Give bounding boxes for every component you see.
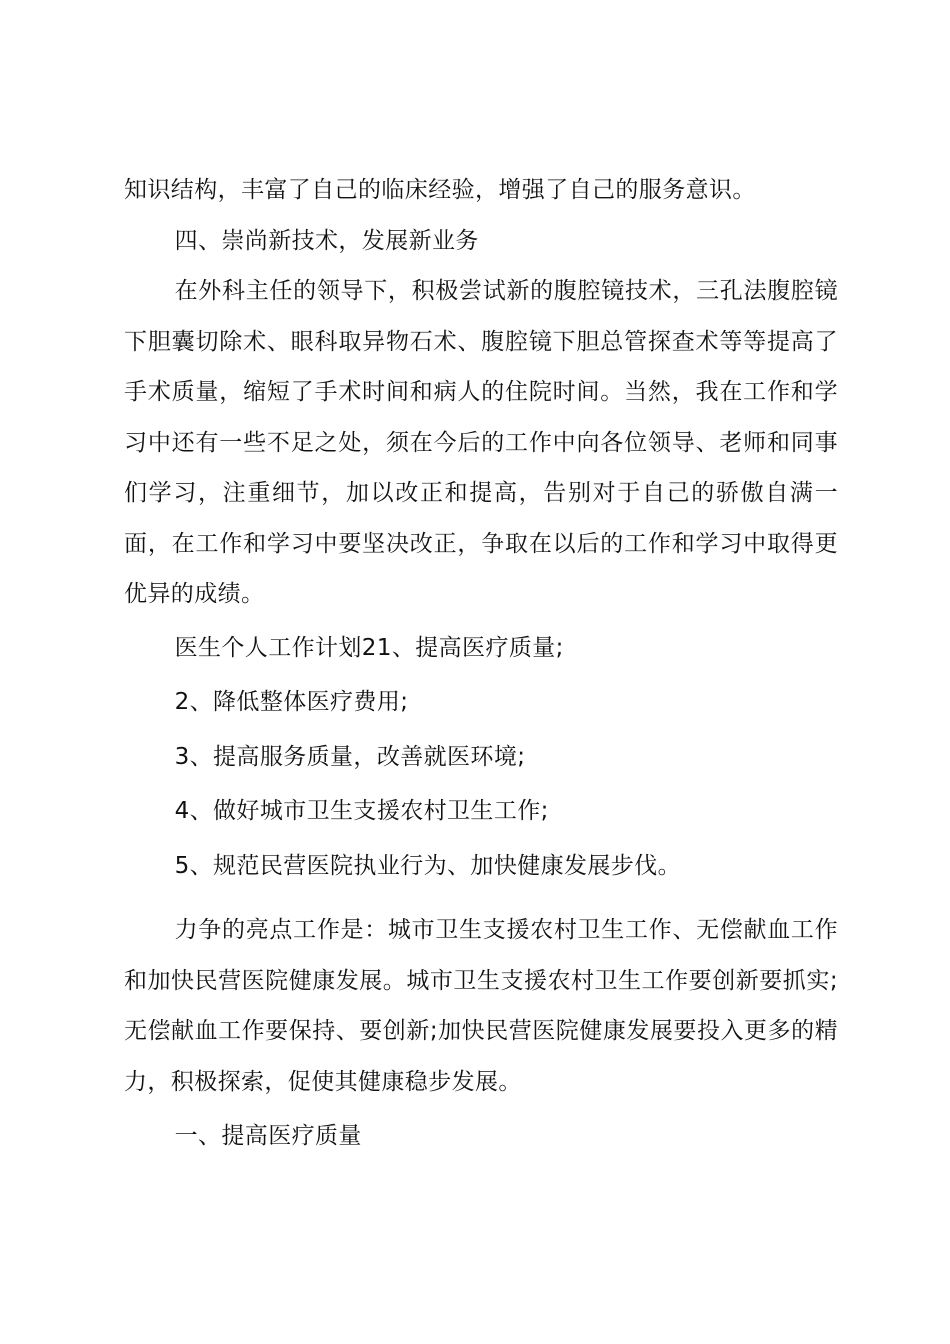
plan-item-5: 5、规范民营医院执业行为、加快健康发展步伐。 (174, 852, 682, 879)
paragraph-laparoscopy: 在外科主任的领导下，积极尝试新的腹腔镜技术，三孔法腹腔镜下胆囊切除术、眼科取异物石术、腹腔镜下胆总管探查术等等提高了手术质量，缩短了手术时间和病人的住院时间。当然，我在工作和学习中还有一些不足之处，须在今后的工作中向各位领导、老师和同事们学习，注重细节，加以改正和提高，告别对于自己的骄傲自满一面，在工作和学习中要坚决改正，争取在以后的工作和学习中取得更优异的成绩。 (124, 278, 838, 607)
paragraph-continuation: 知识结构，丰富了自己的临床经验，增强了自己的服务意识。 (124, 177, 756, 203)
section-heading-one: 一、提高医疗质量 (174, 1123, 362, 1149)
plan-item-3: 3、提高服务质量，改善就医环境; (174, 743, 526, 770)
paragraph-highlights: 力争的亮点工作是：城市卫生支援农村卫生工作、无偿献血工作和加快民营医院健康发展。城市卫生支援农村卫生工作要创新要抓实;无偿献血工作要保持、要创新;加快民营医院健康发展要投入更多的精力，积极探索，促使其健康稳步发展。 (124, 917, 838, 1095)
section-heading-four: 四、崇尚新技术，发展新业务 (174, 227, 479, 254)
plan-item-4: 4、做好城市卫生支援农村卫生工作; (174, 798, 549, 824)
document-body (124, 165, 838, 1162)
plan-item-2: 2、降低整体医疗费用; (174, 689, 409, 715)
plan-item-1: 医生个人工作计划21、提高医疗质量; (174, 634, 564, 661)
